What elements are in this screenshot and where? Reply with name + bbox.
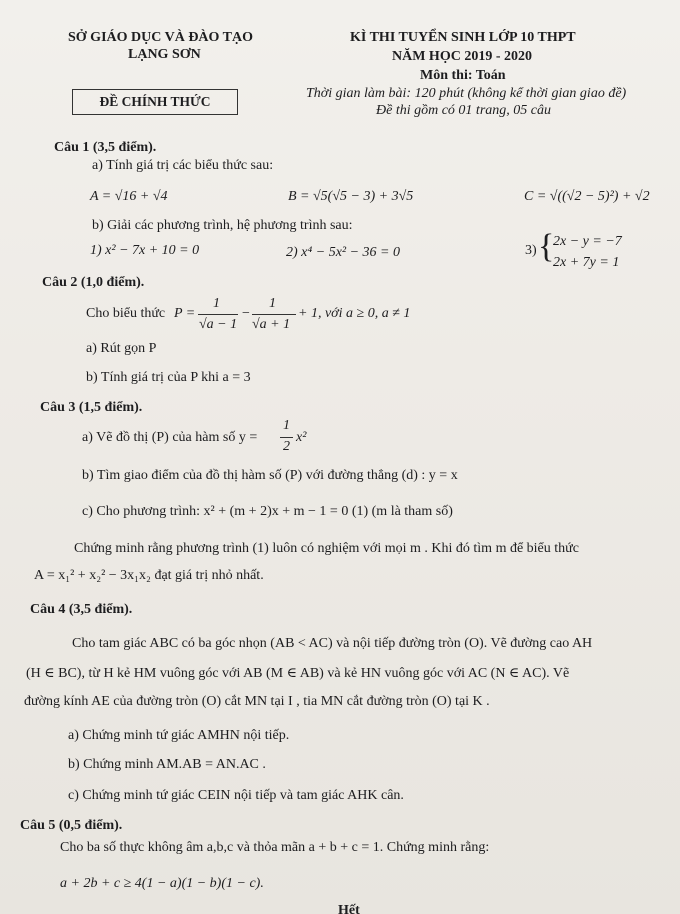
q2-frac1-den: √a − 1 <box>199 317 238 332</box>
q5-title: Câu 5 (0,5 điểm). <box>20 818 123 833</box>
q2-frac1-num: 1 <box>213 296 220 311</box>
official-badge: ĐỀ CHÍNH THỨC <box>72 89 238 115</box>
q2-frac2-num: 1 <box>269 296 276 311</box>
q3-part-c: c) Cho phương trình: x² + (m + 2)x + m − 1 = 0 (1) (m là tham số) <box>82 504 453 519</box>
q1-expr-c: C = √((√2 − 5)²) + √2 <box>524 189 650 204</box>
subject: Môn thi: Toán <box>420 68 506 83</box>
q1-part-b: b) Giải các phương trình, hệ phương trình sau: <box>92 218 353 233</box>
q4-line-3: đường kính AE của đường tròn (O) cắt MN tại I , tia MN cắt đường tròn (O) tại K . <box>24 694 490 709</box>
q3-half-num: 1 <box>283 418 290 433</box>
q4-part-b: b) Chứng minh AM.AB = AN.AC . <box>68 757 266 772</box>
province-name: LẠNG SƠN <box>128 47 201 62</box>
q4-part-a: a) Chứng minh tứ giác AMHN nội tiếp. <box>68 728 290 743</box>
q5-line-2: a + 2b + c ≥ 4(1 − a)(1 − b)(1 − c). <box>60 876 264 891</box>
q2-frac1-bar <box>198 314 238 315</box>
q3-part-b: b) Tìm giao điểm của đồ thị hàm số (P) với đường thẳng (d) : y = x <box>82 468 458 483</box>
q3-half-den: 2 <box>283 439 290 454</box>
q1-expr-b: B = √5(√5 − 3) + 3√5 <box>288 189 414 204</box>
q2-p-label: P = <box>174 306 196 321</box>
q2-part-a: a) Rút gọn P <box>86 341 157 356</box>
q4-line-2: (H ∈ BC), từ H kẻ HM vuông góc với AB (M ∈ AB) và kẻ HN vuông góc với AC (N ∈ AC). Vẽ <box>26 666 570 681</box>
q1-part-a: a) Tính giá trị các biểu thức sau: <box>92 158 274 173</box>
dept-name: SỞ GIÁO DỤC VÀ ĐÀO TẠO <box>68 30 254 45</box>
q4-title: Câu 4 (3,5 điểm). <box>30 602 133 617</box>
q3-part-a-post: x² <box>296 430 307 445</box>
q1-sys-1: 2x − y = −7 <box>553 234 622 249</box>
q2-frac2-den: √a + 1 <box>252 317 291 332</box>
exam-title: KÌ THI TUYỂN SINH LỚP 10 THPT <box>350 30 576 45</box>
q3-part-a-pre: a) Vẽ đồ thị (P) của hàm số y = <box>82 430 258 445</box>
q1-eq3-label: 3) <box>525 243 537 258</box>
school-year: NĂM HỌC 2019 - 2020 <box>392 49 532 64</box>
q2-part-b: b) Tính giá trị của P khi a = 3 <box>86 370 251 385</box>
q2-intro: Cho biểu thức <box>86 306 166 321</box>
q4-part-c: c) Chứng minh tứ giác CEIN nội tiếp và tam giác AHK cân. <box>68 788 404 803</box>
q5-line-1: Cho ba số thực không âm a,b,c và thỏa mãn a + b + c = 1. Chứng minh rằng: <box>60 840 490 855</box>
q3-proof-2: A = x₁² + x₂² − 3x₁x₂ đạt giá trị nhỏ nhất. <box>34 568 264 583</box>
q2-frac2-bar <box>252 314 296 315</box>
q3-title: Câu 3 (1,5 điểm). <box>40 400 143 415</box>
q1-eq2: 2) x⁴ − 5x² − 36 = 0 <box>286 245 400 260</box>
q1-expr-a: A = √16 + √4 <box>90 189 168 204</box>
q1-eq1: 1) x² − 7x + 10 = 0 <box>90 243 200 258</box>
q4-line-1: Cho tam giác ABC có ba góc nhọn (AB < AC) và nội tiếp đường tròn (O). Vẽ đường cao AH <box>72 636 593 651</box>
q2-minus: − <box>242 306 250 321</box>
time-note: Thời gian làm bài: 120 phút (không kể thời gian giao đề) <box>306 86 627 101</box>
footer-end: Hết <box>338 903 360 914</box>
system-brace: { <box>538 228 555 265</box>
pages-note: Đề thi gồm có 01 trang, 05 câu <box>376 103 551 118</box>
q2-title: Câu 2 (1,0 điểm). <box>42 275 145 290</box>
q1-sys-2: 2x + 7y = 1 <box>553 255 620 270</box>
q1-title: Câu 1 (3,5 điểm). <box>54 140 157 155</box>
q2-tail: + 1, với a ≥ 0, a ≠ 1 <box>298 306 411 321</box>
q3-proof-1: Chứng minh rằng phương trình (1) luôn có nghiệm với mọi m . Khi đó tìm m để biểu thức <box>74 541 579 556</box>
